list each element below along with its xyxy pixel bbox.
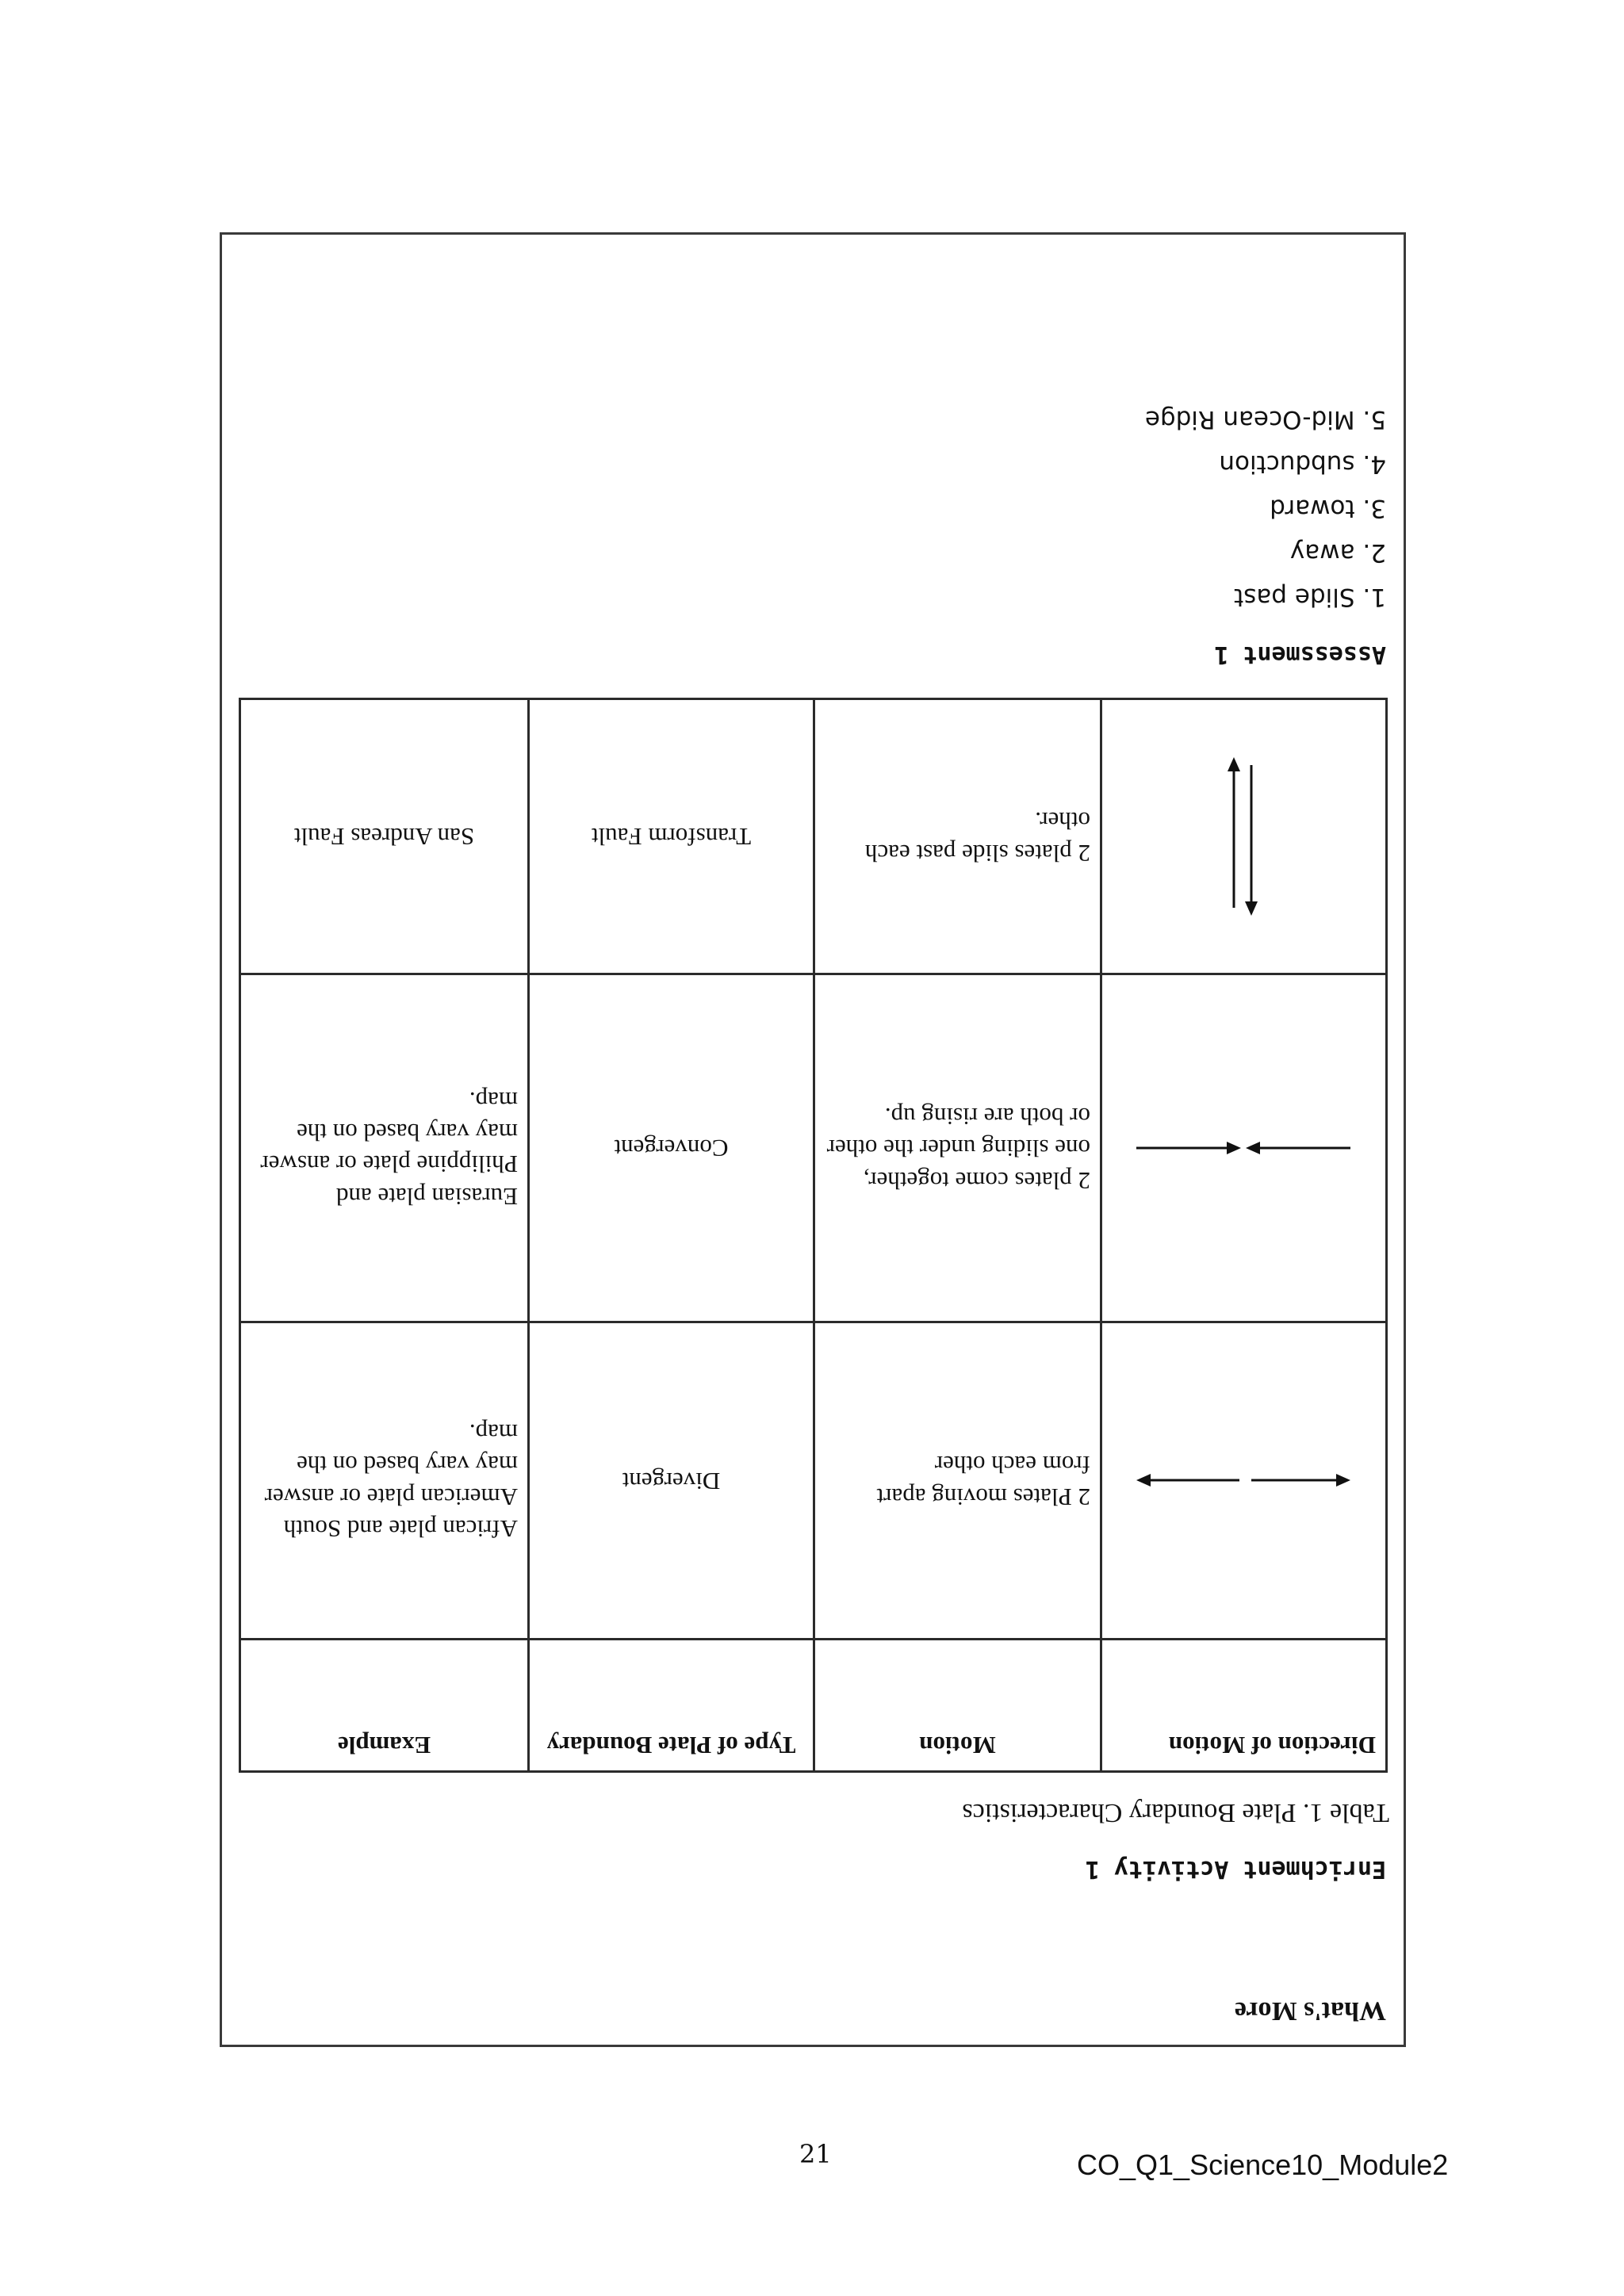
assessment-heading: Assessment 1 bbox=[1214, 641, 1386, 668]
motion-cell: 2 plates slide past each other. bbox=[814, 699, 1101, 974]
table-row bbox=[240, 974, 1387, 1322]
table-caption: Table 1. Plate Boundary Characteristics bbox=[962, 1798, 1389, 1827]
type-cell: Divergent bbox=[529, 1322, 814, 1639]
direction-cell bbox=[1101, 1322, 1387, 1639]
direction-cell bbox=[1101, 974, 1387, 1322]
table-header-row bbox=[240, 1640, 1387, 1772]
list-item: 2. away bbox=[1289, 538, 1386, 567]
col-direction: Direction of Motion bbox=[1101, 1640, 1387, 1772]
list-item: 3. toward bbox=[1270, 494, 1386, 522]
module-code: CO_Q1_Science10_Module2 bbox=[1077, 2149, 1449, 2181]
motion-cell: 2 Plates moving apart from each other bbox=[814, 1322, 1101, 1639]
col-type: Type of Plate Boundary bbox=[529, 1640, 814, 1772]
section-heading: What's More bbox=[1234, 1996, 1386, 2026]
list-item: 4. subduction bbox=[1219, 450, 1386, 478]
motion-cell: 2 plates come together, one sliding under the other or both are rising up. bbox=[814, 974, 1101, 1322]
upside-down-content bbox=[222, 235, 1404, 2045]
arrows-apart-icon bbox=[1137, 1468, 1351, 1492]
page-frame bbox=[220, 232, 1406, 2047]
col-example: Example bbox=[240, 1640, 529, 1772]
direction-cell bbox=[1101, 699, 1387, 974]
table-row bbox=[240, 1322, 1387, 1639]
type-cell: Convergent bbox=[529, 974, 814, 1322]
assessment-answer-list bbox=[1145, 397, 1386, 619]
enrichment-activity-heading: Enrichment Activity 1 bbox=[1085, 1855, 1386, 1883]
example-cell: African plate and South American plate or answer may vary based on the map. bbox=[240, 1322, 529, 1639]
type-cell: Transform Fault bbox=[529, 699, 814, 974]
arrows-together-icon bbox=[1137, 1136, 1351, 1160]
arrows-slide-past-icon bbox=[1220, 757, 1268, 916]
page-number: 21 bbox=[799, 2139, 832, 2169]
list-item: 1. Slide past bbox=[1234, 583, 1386, 611]
table-row bbox=[240, 699, 1387, 974]
list-item: 5. Mid-Ocean Ridge bbox=[1144, 405, 1386, 434]
example-cell: Eurasian plate and Philippine plate or answer may vary based on the map. bbox=[240, 974, 529, 1322]
example-cell: San Andreas Fault bbox=[240, 699, 529, 974]
plate-boundary-table bbox=[239, 698, 1388, 1773]
col-motion: Motion bbox=[814, 1640, 1101, 1772]
